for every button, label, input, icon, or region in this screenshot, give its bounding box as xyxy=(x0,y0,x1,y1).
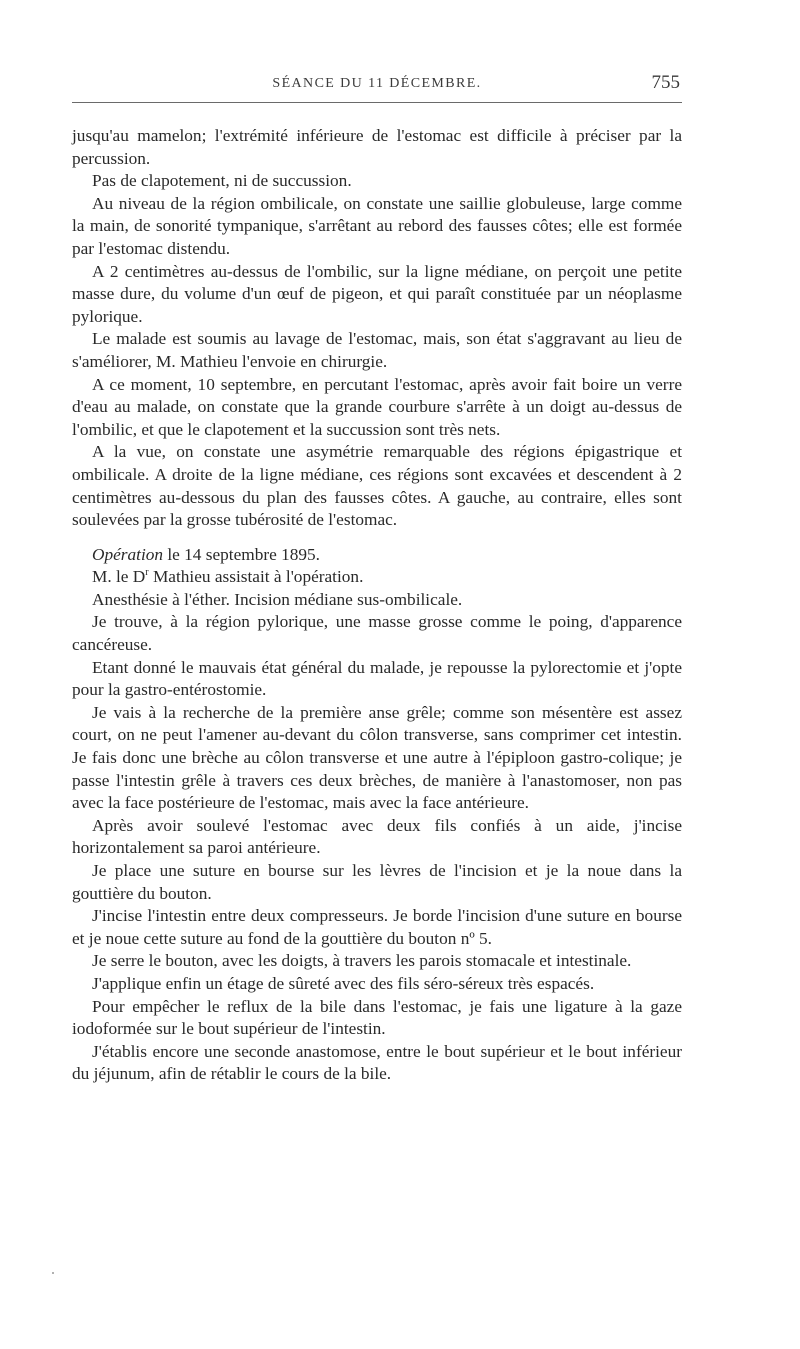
book-page xyxy=(72,70,682,1086)
page-header xyxy=(72,70,682,103)
paragraph: J'incise l'intestin entre deux compresseurs. Je borde l'incision d'une suture en bourse et je noue cette suture au fond de la gouttière du bouton nº 5. xyxy=(72,906,682,948)
paragraph: Anesthésie à l'éther. Incision médiane sus-ombilicale. xyxy=(92,589,463,609)
paragraph: Je serre le bouton, avec les doigts, à travers les parois stomacale et intestinale. xyxy=(92,951,632,971)
assistant-after: Mathieu assistait à l'opération. xyxy=(148,567,364,587)
page-number: 755 xyxy=(651,72,680,93)
assistant-before: M. le D xyxy=(92,567,146,587)
operation-label: Opération xyxy=(92,544,164,564)
paper-speck xyxy=(52,1272,54,1274)
paragraph: Après avoir soulevé l'estomac avec deux fils confiés à un aide, j'incise horizontalement sa paroi antérieure. xyxy=(72,815,682,858)
operation-date: le 14 septembre 1895. xyxy=(163,544,320,564)
assistant-sup: r xyxy=(145,567,149,579)
paragraph: A la vue, on constate une asymétrie remarquable des régions épigastrique et ombilicale. A droite de la ligne médiane, ces régions sont excavées et descendent à 2 centimètres au-dessous du plan des fausses côtes. A gauche, au contraire, elles sont soulevées par la grosse tubérosité de l'estomac. xyxy=(72,442,682,530)
operation-line xyxy=(72,544,682,567)
assistant-line xyxy=(72,566,682,589)
paragraph: Au niveau de la région ombilicale, on constate une saillie globuleuse, large comme la main, de sonorité tympanique, s'arrêtant au rebord des fausses côtes; elle est formée par l'estomac distendu. xyxy=(72,193,682,258)
paragraph: Pour empêcher le reflux de la bile dans l'estomac, je fais une ligature à la gaze iodoformée sur le bout supérieur de l'intestin. xyxy=(72,996,682,1039)
paragraph: Je place une suture en bourse sur les lèvres de l'incision et je la noue dans la gouttière du bouton. xyxy=(72,861,682,903)
paragraph: jusqu'au mamelon; l'extrémité inférieure de l'estomac est difficile à préciser par la percussion. xyxy=(72,126,682,168)
paragraph: A ce moment, 10 septembre, en percutant l'estomac, après avoir fait boire un verre d'eau au malade, on constate que la grande courbure s'arrête à un doigt au-dessus de l'ombilic, et que le clapotement et la succussion sont très nets. xyxy=(72,374,682,439)
paragraph: J'établis encore une seconde anastomose, entre le bout supérieur et le bout inférieur du jéjunum, afin de rétablir le cours de la bile. xyxy=(72,1041,682,1084)
paragraph: Je vais à la recherche de la première anse grêle; comme son mésentère est assez court, on ne peut l'amener au-devant du côlon transverse, sans comprimer cet intestin. Je fais donc une brèche au côlon transverse et une autre à l'épiploon gastro-colique; je passe l'intestin grêle à travers ces deux brèches, de manière à l'anastomoser, non pas avec la face postérieure de l'estomac, mais avec la face antérieure. xyxy=(72,702,682,813)
paragraph: Pas de clapotement, ni de succussion. xyxy=(92,171,352,191)
body-text xyxy=(72,125,682,1086)
paragraph: J'applique enfin un étage de sûreté avec des fils séro-séreux très espacés. xyxy=(92,973,595,993)
paragraph: A 2 centimètres au-dessus de l'ombilic, sur la ligne médiane, on perçoit une petite masse dure, du volume d'un œuf de pigeon, et qui paraît constituée par un néoplasme pylorique. xyxy=(72,261,682,326)
running-title: SÉANCE DU 11 DÉCEMBRE. xyxy=(272,76,482,91)
paragraph: Le malade est soumis au lavage de l'estomac, mais, son état s'aggravant au lieu de s'améliorer, M. Mathieu l'envoie en chirurgie. xyxy=(72,329,682,371)
paragraph: Etant donné le mauvais état général du malade, je repousse la pylorectomie et j'opte pour la gastro-entérostomie. xyxy=(72,657,682,700)
paragraph: Je trouve, à la région pylorique, une masse grosse comme le poing, d'apparence cancéreuse. xyxy=(72,612,682,655)
